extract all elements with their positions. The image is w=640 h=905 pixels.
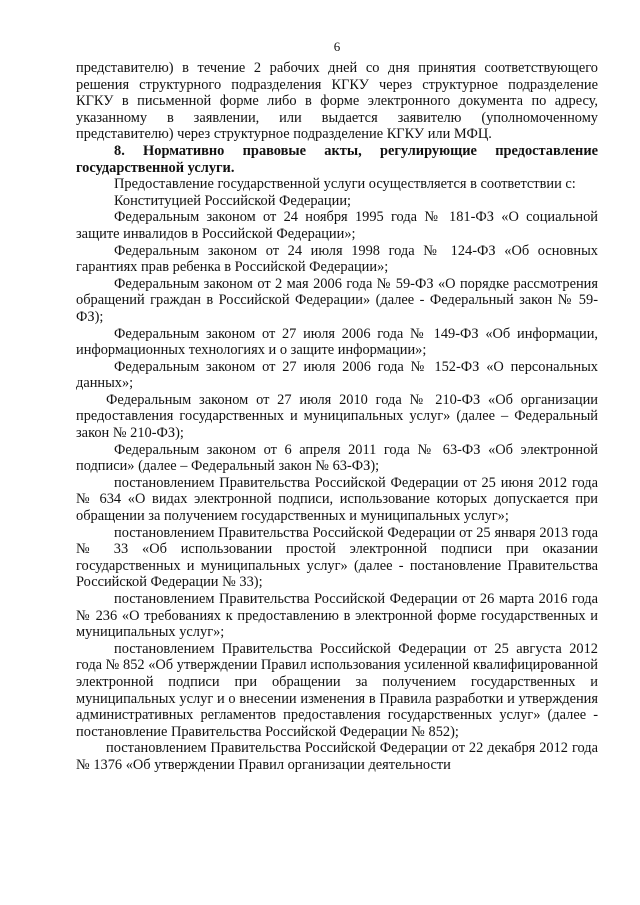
list-item-decree-852: постановлением Правительства Российской Федерации от 25 августа 2012 года № 852 «Об утверждении Правил использования усиленной квалифицированной электронной подписи при обращении за получением государственных и муниципальных услуг и о внесении изменения в Правила разработки и утверждения административных регламентов предоставления государственных услуг» (далее - постановление Правительства Российской Федерации № 852); <box>76 640 598 740</box>
list-item-law-152: Федеральным законом от 27 июля 2006 года № 152-ФЗ «О персональных данных»; <box>76 358 598 392</box>
page-number: 6 <box>333 39 341 54</box>
list-item-law-124: Федеральным законом от 24 июля 1998 года № 124-ФЗ «Об основных гарантиях прав ребенка в Российской Федерации»; <box>76 242 598 276</box>
paragraph-continuation: представителю) в течение 2 рабочих дней со дня принятия соответствующего решения структурного подразделения КГКУ через структурное подразделение КГКУ в письменной форме либо в форме электронного документа по адресу, указанному в заявлении, или выдается заявителю (уполномоченному представителю) через структурное подразделение КГКУ или МФЦ. <box>76 60 598 143</box>
section-heading: 8. Нормативно правовые акты, регулирующие предоставление государственной услуги. <box>76 142 598 176</box>
list-item-decree-1376: постановлением Правительства Российской Федерации от 22 декабря 2012 года № 1376 «Об утверждении Правил организации деятельности <box>76 740 598 773</box>
list-item-decree-634: постановлением Правительства Российской Федерации от 25 июня 2012 года № 634 «О видах электронной подписи, использование которых допускается при обращении за получением государственных и муниципальных услуг»; <box>76 474 598 525</box>
list-item-law-181: Федеральным законом от 24 ноября 1995 года № 181-ФЗ «О социальной защите инвалидов в Российской Федерации»; <box>76 209 598 242</box>
list-item-law-149: Федеральным законом от 27 июля 2006 года № 149-ФЗ «Об информации, информационных технологиях и о защите информации»; <box>76 325 598 359</box>
list-item-law-210: Федеральным законом от 27 июля 2010 года № 210-ФЗ «Об организации предоставления государственных и муниципальных услуг» (далее – Федеральный закон № 210-ФЗ); <box>76 391 598 442</box>
paragraph-intro: Предоставление государственной услуги осуществляется в соответствии с: <box>114 176 576 193</box>
list-item-law-63: Федеральным законом от 6 апреля 2011 года № 63-ФЗ «Об электронной подписи» (далее – Федеральный закон № 63-ФЗ); <box>76 441 598 475</box>
list-item-law-59: Федеральным законом от 2 мая 2006 года № 59-ФЗ «О порядке рассмотрения обращений граждан в Российской Федерации» (далее - Федеральный закон № 59-ФЗ); <box>76 275 598 325</box>
list-item-decree-33: постановлением Правительства Российской Федерации от 25 января 2013 года № 33 «Об использовании простой электронной подписи при оказании государственных и муниципальных услуг» (далее - постановление Правительства Российской Федерации № 33); <box>76 524 598 591</box>
list-item-decree-236: постановлением Правительства Российской Федерации от 26 марта 2016 года № 236 «О требованиях к предоставлению в электронной форме государственных и муниципальных услуг»; <box>76 591 598 641</box>
list-item-constitution: Конституцией Российской Федерации; <box>114 192 352 209</box>
